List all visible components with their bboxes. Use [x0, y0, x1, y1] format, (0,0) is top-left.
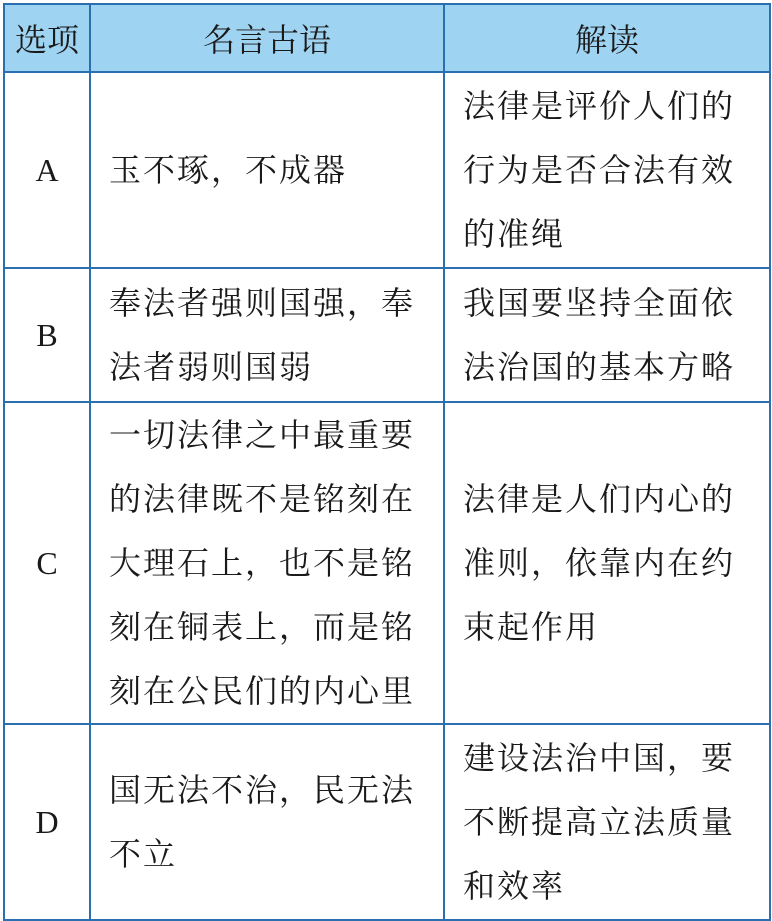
quote-cell: 玉不琢，不成器	[90, 72, 444, 268]
interpretation-cell: 建设法治中国，要不断提高立法质量和效率	[444, 724, 770, 920]
interpretation-cell: 法律是评价人们的行为是否合法有效的准绳	[444, 72, 770, 268]
table-row	[4, 402, 770, 724]
table-row	[4, 268, 770, 402]
quote-cell: 奉法者强则国强，奉法者弱则国弱	[90, 268, 444, 402]
table-body	[4, 72, 770, 920]
interpretation-cell: 法律是人们内心的准则，依靠内在约束起作用	[444, 402, 770, 724]
table-row	[4, 72, 770, 268]
option-cell: A	[4, 72, 90, 268]
table-row	[4, 724, 770, 920]
header-row	[4, 4, 770, 72]
quote-cell: 一切法律之中最重要的法律既不是铭刻在大理石上，也不是铭刻在铜表上，而是铭刻在公民们的内心里	[90, 402, 444, 724]
interpretation-cell: 我国要坚持全面依法治国的基本方略	[444, 268, 770, 402]
header-interpretation: 解读	[444, 4, 770, 72]
option-cell: C	[4, 402, 90, 724]
option-cell: B	[4, 268, 90, 402]
quote-cell: 国无法不治，民无法不立	[90, 724, 444, 920]
table-header	[4, 4, 770, 72]
option-cell: D	[4, 724, 90, 920]
header-option: 选项	[4, 4, 90, 72]
header-quote: 名言古语	[90, 4, 444, 72]
quote-table	[3, 3, 771, 921]
